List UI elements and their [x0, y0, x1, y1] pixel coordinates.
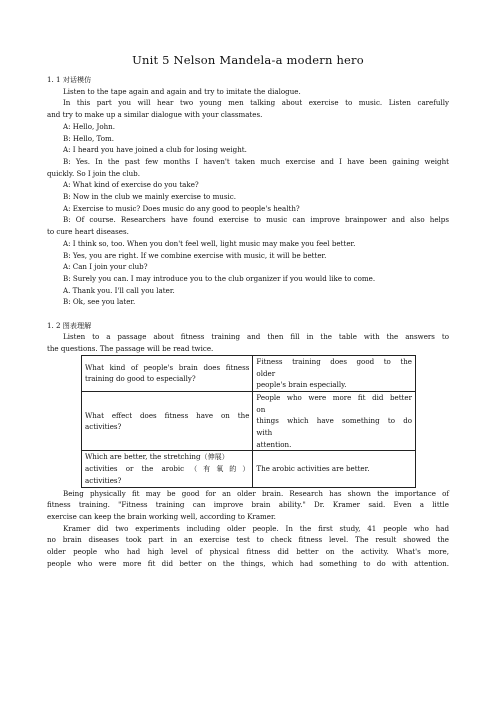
- dialogue-line: B: Now in the club we mainly exercise to music.: [63, 192, 237, 202]
- dialogue-line: A: Can I join your club?: [63, 262, 148, 272]
- dialogue-line: A: What kind of exercise do you take?: [63, 180, 199, 190]
- cell-line: Fitness training does good to the: [256, 356, 412, 366]
- dialogue-line: B: Surely you can. I may introduce you to the club organizer if you would like to come.: [63, 273, 376, 283]
- instruction-line: the questions. The passage will be read twice.: [47, 344, 214, 354]
- cell-line: The arobic activities are better.: [256, 464, 370, 474]
- dialogue-line: A: Exercise to music? Does music do any good to people's health?: [63, 203, 300, 213]
- instruction-line: Listen to the tape again and again and try to imitate the dialogue.: [63, 86, 301, 96]
- passage-line: no brain diseases took part in an exercise test to check fitness level. The result showed the: [47, 535, 449, 545]
- section-heading: 1. 2 图表理解: [47, 320, 92, 330]
- cell-line: on: [256, 404, 266, 414]
- instruction-line: and try to make up a similar dialogue with your classmates.: [47, 110, 263, 120]
- instruction-line: Listen to a passage about fitness training and then fill in the table with the answers to: [63, 332, 449, 342]
- cell-line: people's brain especially.: [256, 380, 347, 390]
- cell-line: older: [256, 368, 276, 378]
- dialogue-line: B: Yes, you are right. If we combine exercise with music, it will be better.: [63, 250, 327, 260]
- passage-line: exercise can keep the brain working well, according to Kramer.: [47, 512, 276, 521]
- dialogue-line: quickly. So I join the club.: [47, 168, 140, 178]
- cell-line: People who were more fit did better: [256, 392, 412, 402]
- question-cell: [82, 355, 253, 391]
- cell-line: attention.: [256, 439, 292, 449]
- dialogue-line: B: Of course. Researchers have found exercise to music can improve brainpower and also helps: [63, 215, 449, 225]
- table-row: [82, 451, 416, 487]
- cell-line: things which have something to do: [256, 416, 412, 426]
- dialogue-line: B: Hello, Tom.: [63, 133, 114, 143]
- passage-line: Being physically fit may be good for an older brain. Research has shown the importance of: [63, 488, 449, 498]
- section-heading: 1. 1 对话模仿: [47, 75, 92, 84]
- page-title: Unit 5 Nelson Mandela-a modern hero: [132, 53, 364, 67]
- cell-line: activities or the arobic（有氧的）: [85, 464, 250, 474]
- dialogue-line: A. Thank you. I'll call you later.: [63, 285, 175, 295]
- answer-cell: [253, 355, 416, 391]
- cell-line: with: [256, 428, 273, 438]
- dialogue-line: A: I heard you have joined a club for losing weight.: [63, 145, 247, 155]
- passage-line: fitness training. "Fitness training can improve brain ability." Dr. Kramer said. Even a little: [47, 500, 449, 510]
- dialogue-line: B: Ok, see you later.: [63, 297, 136, 307]
- passage-line: people who were more fit did better on the things, which had something to do with attention.: [47, 558, 449, 568]
- dialogue-line: A: I think so, too. When you don't feel well, light music may make you feel better.: [63, 238, 356, 248]
- table-row: [82, 355, 416, 391]
- document-body: [47, 74, 449, 570]
- answer-table: [81, 355, 416, 488]
- question-cell: [82, 391, 253, 451]
- dialogue-line: to cure heart diseases.: [47, 227, 129, 237]
- table-row: [82, 391, 416, 451]
- cell-line: Which are better, the stretching（伸展）: [85, 452, 229, 462]
- dialogue-line: A: Hello, John.: [63, 121, 115, 131]
- answer-cell: [253, 451, 416, 487]
- question-cell: [82, 451, 253, 487]
- dialogue-line: B: Yes. In the past few months I haven't taken much exercise and I have been gaining weight: [63, 156, 449, 166]
- cell-line: What kind of people's brain does fitness: [85, 362, 250, 372]
- passage-line: older people who had high level of physical fitness did better on the activity. What's more,: [47, 547, 449, 557]
- cell-line: activities?: [85, 422, 122, 432]
- instruction-line: In this part you will hear two young men talking about exercise to music. Listen carefully: [63, 98, 449, 108]
- answer-cell: [253, 391, 416, 451]
- cell-line: What effect does fitness have on the: [85, 410, 250, 420]
- cell-line: activities?: [85, 475, 122, 485]
- cell-line: training do good to especially?: [85, 374, 196, 384]
- passage-line: Kramer did two experiments including older people. In the first study, 41 people who had: [63, 523, 449, 533]
